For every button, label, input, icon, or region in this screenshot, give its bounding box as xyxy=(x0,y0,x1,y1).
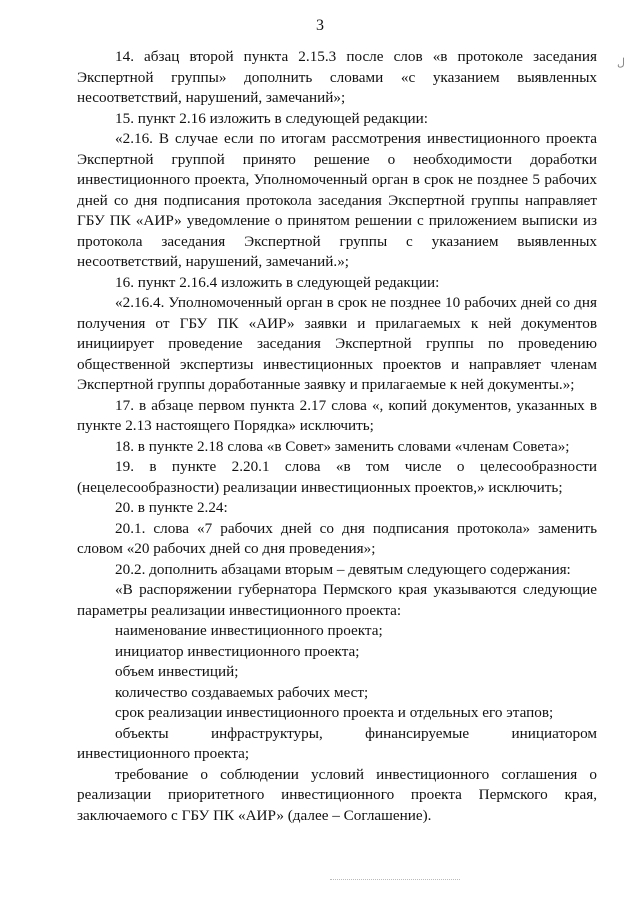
list-item-initiator: инициатор инвестиционного проекта; xyxy=(115,642,360,660)
list-item-investment-volume: объем инвестиций; xyxy=(115,663,239,680)
paragraph-item-16: 16. пункт 2.16.4 изложить в следующей редакции: xyxy=(115,273,440,291)
list-item-project-name: наименование инвестиционного проекта; xyxy=(115,622,383,639)
paragraph-quote-2-16: «2.16. В случае если по итогам рассмотрения инвестиционного проекта Экспертной группой принято решение о необходимости доработки инвестиционного проекта, Уполномоченный орган в срок не позднее 5 рабочих дней со дня подписания протокола заседания Экспертной группы направляет ГБУ ПК «АИР» уведомление о принятом решении с приложением выписки из протокола заседания Экспертной группы с указанием выявленных несоответствий, нарушений, замечаний.»; xyxy=(77,130,597,270)
paragraph-item-18: 18. в пункте 2.18 слова «в Совет» заменить словами «членам Совета»; xyxy=(115,437,570,455)
page-number: 3 xyxy=(316,17,324,34)
list-item-infrastructure: объекты инфраструктуры, финансируемые инициатором инвестиционного проекта; xyxy=(77,724,597,762)
paragraph-item-14: 14. абзац второй пункта 2.15.3 после слов «в протоколе заседания Экспертной группы» дополнить словами «с указанием выявленных несоответствий, нарушений, замечаний»; xyxy=(77,48,597,106)
paragraph-item-17: 17. в абзаце первом пункта 2.17 слова «, копий документов, указанных в пункте 2.13 настоящего Порядка» исключить; xyxy=(77,396,597,434)
scan-mark: ل xyxy=(617,57,625,69)
document-body xyxy=(77,47,597,826)
list-item-jobs: количество создаваемых рабочих мест; xyxy=(115,683,369,701)
paragraph-item-20-1: 20.1. слова «7 рабочих дней со дня подписания протокола» заменить словом «20 рабочих дней со дня проведения»; xyxy=(77,519,597,557)
paragraph-quote-2-16-4: «2.16.4. Уполномоченный орган в срок не позднее 10 рабочих дней со дня получения от ГБУ ПК «АИР» заявки и прилагаемых к ней документов инициирует проведение заседания Экспертной группы по проведению общественной экспертизы инвестиционных проектов и направляет членам Экспертной группы доработанные заявку и прилагаемые к ней документы.»; xyxy=(77,294,597,393)
paragraph-quote-governor: «В распоряжении губернатора Пермского края указываются следующие параметры реализации инвестиционного проекта: xyxy=(77,581,597,619)
paragraph-item-15: 15. пункт 2.16 изложить в следующей редакции: xyxy=(115,109,428,127)
paragraph-item-19: 19. в пункте 2.20.1 слова «в том числе о целесообразности (нецелесообразности) реализации инвестиционных проектов,» исключить; xyxy=(77,458,597,496)
list-item-timeline: срок реализации инвестиционного проекта и отдельных его этапов; xyxy=(115,704,554,721)
paragraph-item-20: 20. в пункте 2.24: xyxy=(115,499,228,516)
scan-artifact-line xyxy=(330,879,460,880)
paragraph-item-20-2: 20.2. дополнить абзацами вторым – девятым следующего содержания: xyxy=(115,560,571,578)
list-item-agreement: требование о соблюдении условий инвестиционного соглашения о реализации приоритетного инвестиционного проекта Пермского края, заключаемого с ГБУ ПК «АИР» (далее – Соглашение). xyxy=(77,765,597,824)
